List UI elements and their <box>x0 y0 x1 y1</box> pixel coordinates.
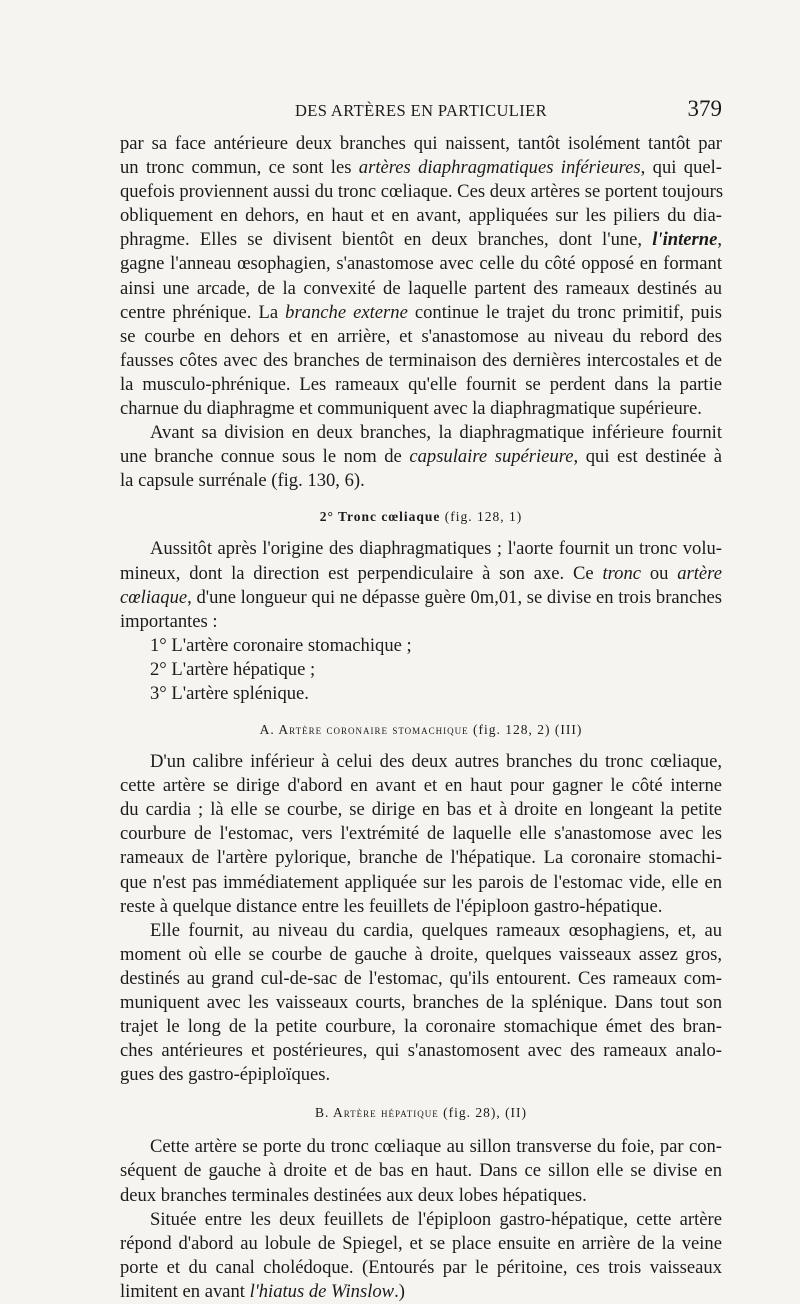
emphasis-text: branche externe <box>285 301 408 323</box>
text-line: centre phrénique. La branche externe continue le trajet du tronc primitif, puis <box>120 301 722 323</box>
text-line: importantes : <box>120 610 218 632</box>
text-line: Cette artère se porte du tronc cœliaque au sillon transverse du foie, par con- <box>150 1136 722 1158</box>
emphasis-text: l'hiatus de Winslow <box>249 1280 395 1302</box>
paragraph <box>120 1208 722 1304</box>
emphasis-text: cœliaque <box>120 586 188 608</box>
text-line: destinés au grand cul-de-sac de l'estomac, qu'ils entourent. Ces rameaux com- <box>120 967 722 989</box>
subsection-heading: A. Artère coronaire stomachique (fig. 128, 2) (III) <box>259 722 583 738</box>
paragraph <box>120 919 722 1088</box>
paragraph <box>120 750 722 919</box>
text-line: mineux, dont la direction est perpendiculaire à son axe. Ce tronc ou artère <box>120 562 722 584</box>
section-heading: 2° Tronc cœliaque (fig. 128, 1) <box>319 509 523 525</box>
text-line: quefois proviennent aussi du tronc cœliaque. Ces deux artères se portent toujours <box>120 181 724 203</box>
text-line: Située entre les deux feuillets de l'épiploon gastro-hépatique, cette artère <box>150 1208 722 1230</box>
text-line: cœliaque, d'une longueur qui ne dépasse guère 0m,01, se divise en trois branches <box>120 586 722 608</box>
emphasis-text: tronc <box>602 562 642 584</box>
text-line: deux branches terminales destinées aux deux lobes hépatiques. <box>120 1184 587 1206</box>
text-line: la capsule surrénale (fig. 130, 6). <box>120 470 365 492</box>
body-text <box>120 132 722 1304</box>
text-line: répond d'abord au lobule de Spiegel, et se place ensuite en arrière de la veine <box>120 1232 722 1254</box>
text-line: phragme. Elles se divisent bientôt en deux branches, dont l'une, l'interne, <box>120 229 722 251</box>
list-item: 1° L'artère coronaire stomachique ; <box>150 634 412 656</box>
text-line: obliquement en dehors, en haut et en avant, appliquées sur les piliers du dia- <box>120 205 722 227</box>
text-line: que n'est pas immédiatement appliquée sur les parois de l'estomac vide, elle en <box>120 871 722 893</box>
text-line: porte et du canal cholédoque. (Entourés par le péritoine, ces trois vaisseaux <box>120 1256 722 1278</box>
text-line: un tronc commun, ce sont les artères diaphragmatiques inférieures, qui quel- <box>120 157 722 179</box>
text-line: une branche connue sous le nom de capsulaire supérieure, qui est destinée à <box>120 446 722 468</box>
text-line: muniquent avec les vaisseaux courts, branches de la splénique. Dans tout son <box>120 992 722 1013</box>
emphasis-text: artère <box>677 562 722 584</box>
list-item: 3° L'artère splénique. <box>150 682 309 704</box>
branch-list <box>120 634 722 706</box>
text-line: ainsi une arcade, de la convexité de laquelle partent des rameaux destinés au <box>120 277 722 299</box>
list-item: 2° L'artère hépatique ; <box>150 658 316 680</box>
emphasis-text: artères diaphragmatiques inférieures <box>358 157 641 179</box>
text-line: se courbe en dehors et en arrière, et s'anastomose au niveau du rebord des <box>120 325 722 347</box>
text-line: D'un calibre inférieur à celui des deux autres branches du tronc cœliaque, <box>150 751 722 773</box>
paragraph <box>120 537 722 633</box>
text-line: la musculo-phrénique. Les rameaux qu'elle fournit se perdent dans la partie <box>120 373 722 395</box>
text-line: gagne l'anneau œsophagien, s'anastomose avec celle du côté opposé en formant <box>120 253 722 275</box>
text-line: charnue du diaphragme et communiquent avec la diaphragmatique supérieure. <box>120 398 702 420</box>
paragraph <box>120 421 722 493</box>
text-line: cette artère se dirige d'abord en avant et en haut pour gagner le côté interne <box>120 775 722 797</box>
text-line: ches antérieures et postérieures, qui s'anastomosent avec des rameaux analo- <box>120 1040 722 1062</box>
text-line: Elle fournit, au niveau du cardia, quelques rameaux œsophagiens, et, au <box>150 919 722 941</box>
text-line: Aussitôt après l'origine des diaphragmatiques ; l'aorte fournit un tronc volu- <box>150 538 722 560</box>
paragraph <box>120 132 722 421</box>
text-line: rameaux de l'artère pylorique, branche de l'hépatique. La coronaire stomachi- <box>120 847 722 869</box>
page-header <box>120 96 722 126</box>
emphasis-text: l'interne <box>652 229 718 251</box>
emphasis-text: capsulaire supérieure <box>409 446 574 468</box>
text-line: courbure de l'estomac, vers l'extrémité de laquelle elle s'anastomose avec les <box>120 823 722 845</box>
text-line: trajet le long de la petite courbure, la coronaire stomachique émet des bran- <box>120 1016 722 1038</box>
text-line: reste à quelque distance entre les feuillets de l'épiploon gastro-hépatique. <box>120 895 663 917</box>
paragraph <box>120 1135 722 1207</box>
text-line: moment où elle se courbe de gauche à droite, quelques vaisseaux assez gros, <box>120 943 722 965</box>
text-line: séquent de gauche à droite et de bas en haut. Dans ce sillon elle se divise en <box>120 1160 722 1182</box>
page-number: 379 <box>687 96 722 121</box>
text-line: du cardia ; là elle se courbe, se dirige en bas et à droite en longeant la petite <box>120 799 722 821</box>
subsection-heading: B. Artère hépatique (fig. 28), (II) <box>314 1105 528 1121</box>
text-line: limitent en avant l'hiatus de Winslow.) <box>120 1280 405 1302</box>
text-line: Avant sa division en deux branches, la diaphragmatique inférieure fournit <box>150 422 722 444</box>
text-line: gues des gastro-épiploïques. <box>120 1064 331 1086</box>
text-line: fausses côtes avec des branches de terminaison des dernières intercostales et de <box>120 349 722 371</box>
running-head: DES ARTÈRES EN PARTICULIER <box>294 101 548 120</box>
text-line: par sa face antérieure deux branches qui naissent, tantôt isolément tantôt par <box>120 133 722 154</box>
